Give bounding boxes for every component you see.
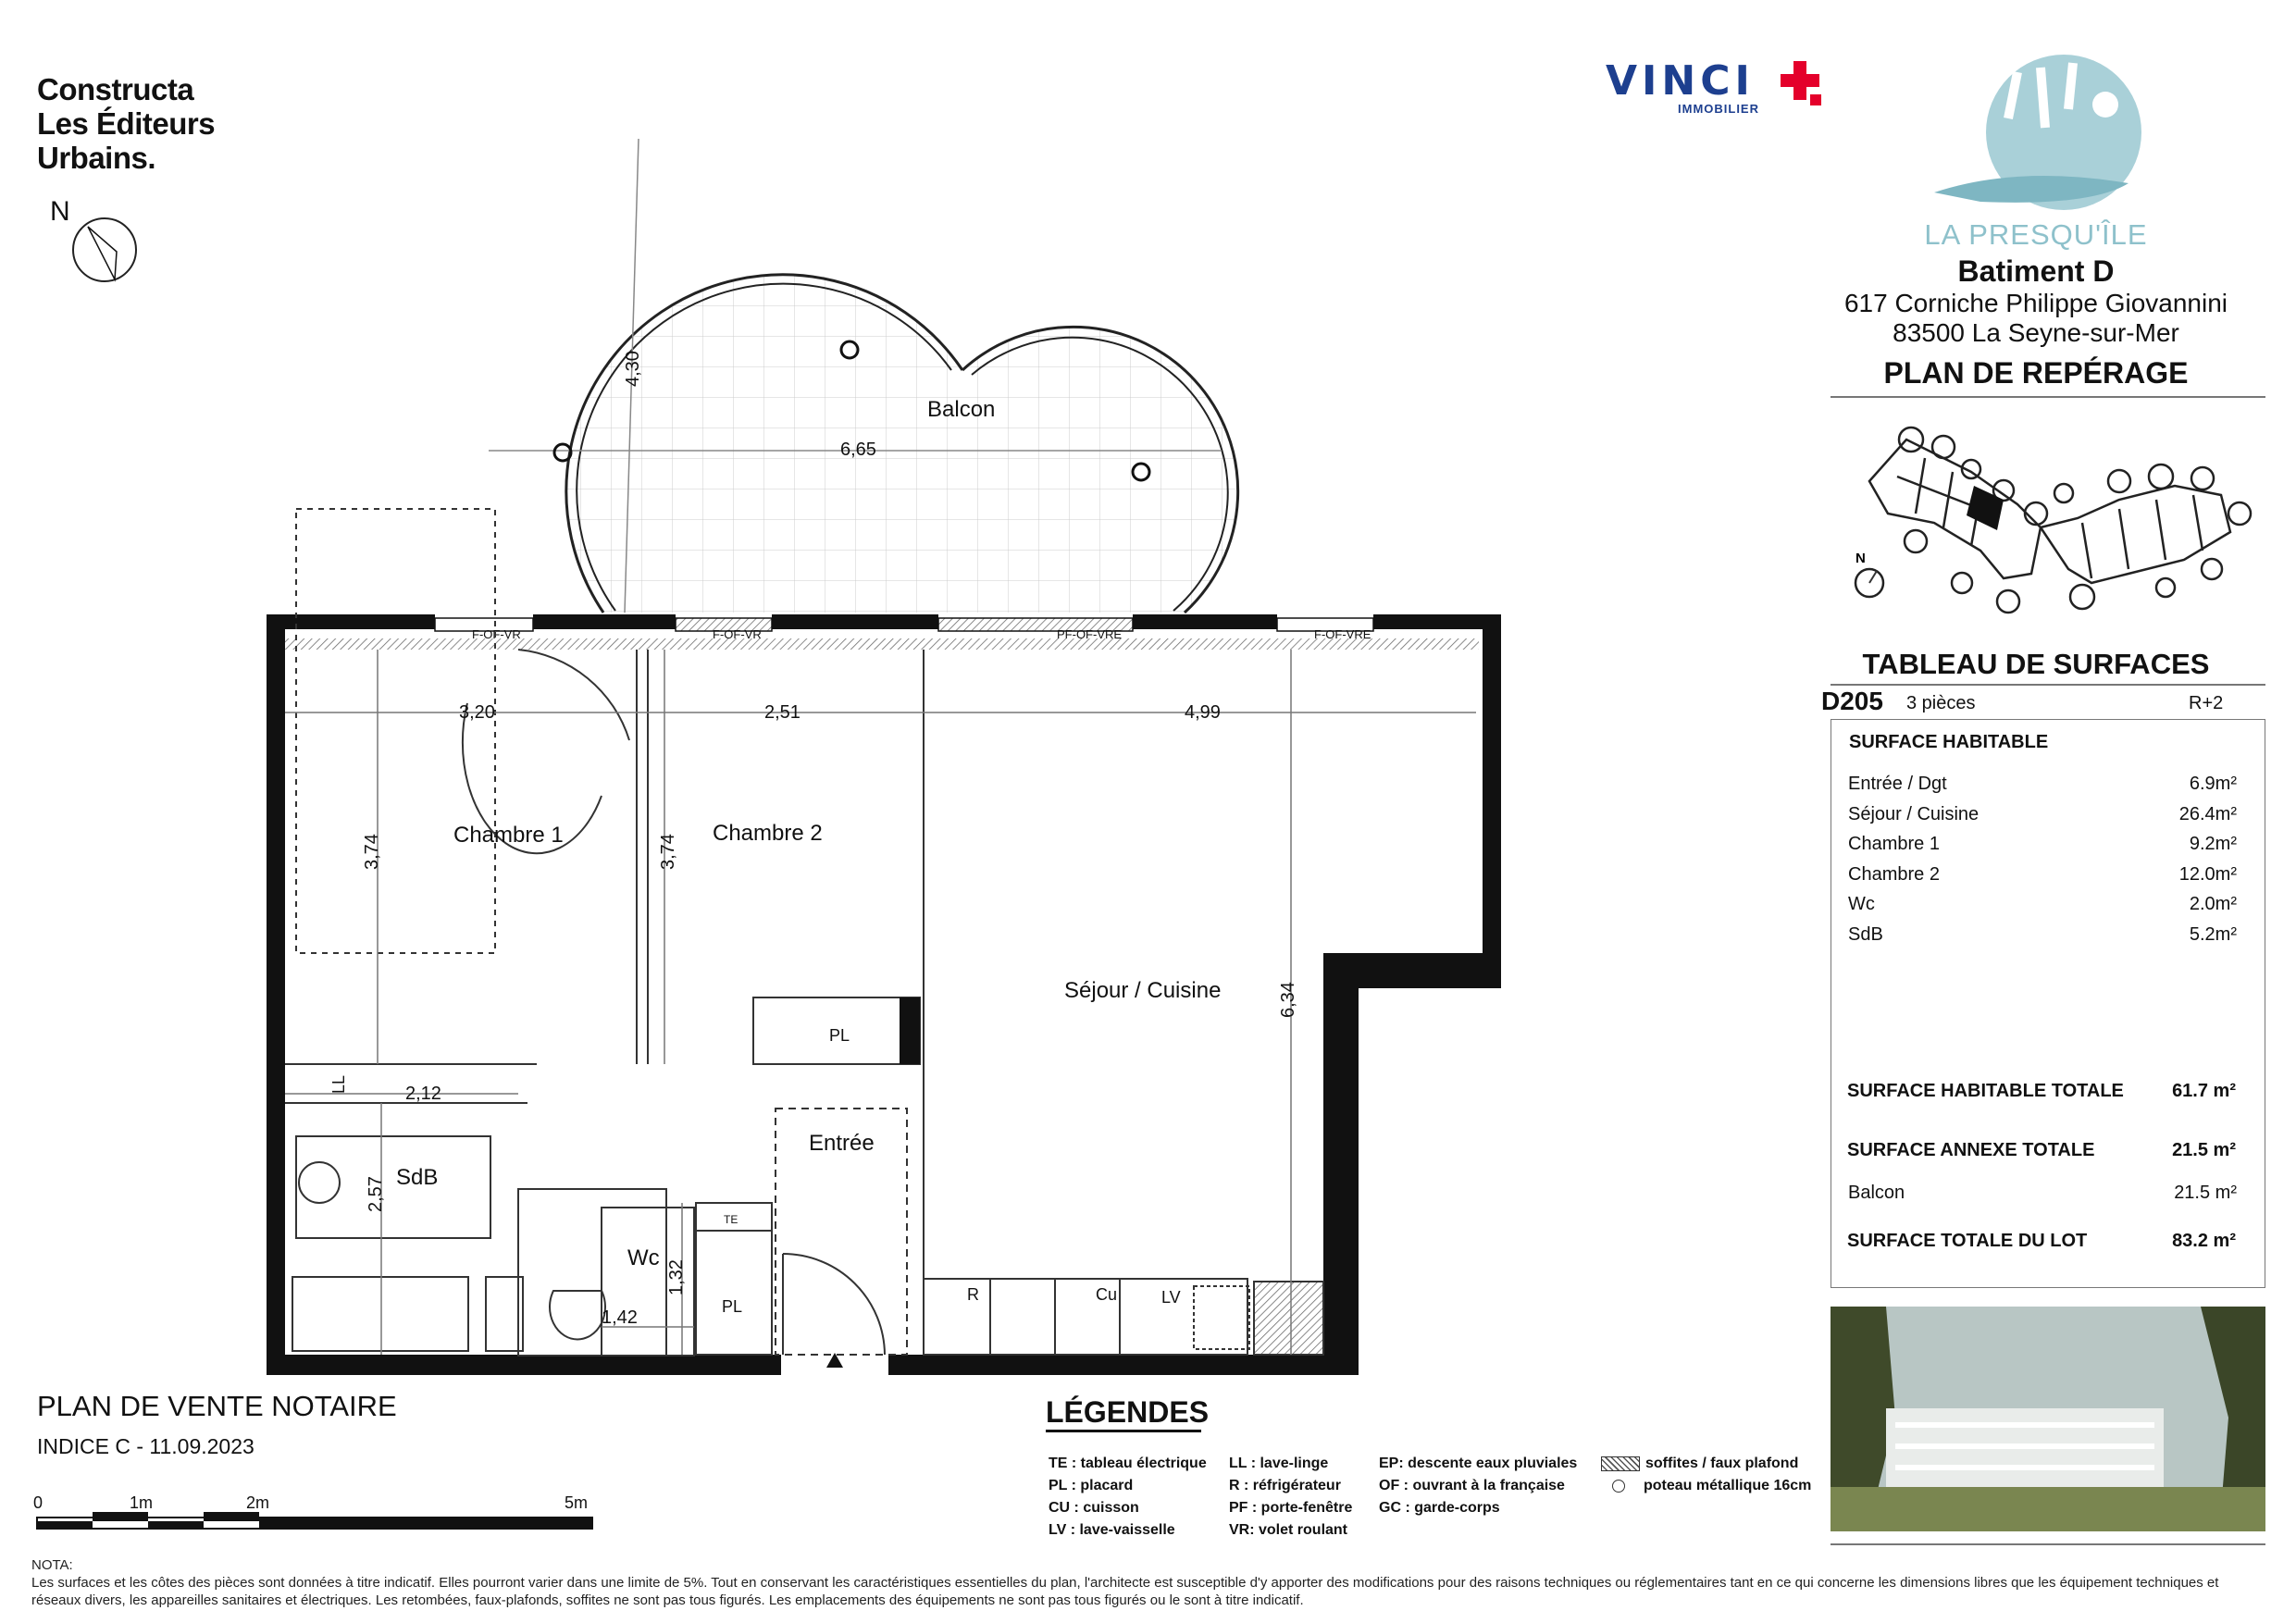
dim-c1-width: 3,20 xyxy=(459,702,495,723)
key-plan-north: N xyxy=(1855,551,1866,566)
column-circle-icon xyxy=(1612,1480,1625,1493)
room-chambre-2: Chambre 2 xyxy=(713,821,823,846)
balcony xyxy=(489,139,1238,613)
nota-text: Les surfaces et les côtes des pièces sont données à titre indicatif. Elles pourront varier dans une limite de 5%. Tout en conservant les caractéristiques essentielles du plan, l'architecte est susceptible d'y apporter des modifications pour des raisons techniques ou réglementaires tant en ce qui concerne les dimensions libres que les équipement techniques et réseaux divers, les appareilles sanitaires et électriques. Les retombées, faux-plafonds, soffites ne sont pas tous figurés. Les emplacements des équipements ne sont pas tous figurés ou le sont à titre indicatif. xyxy=(31,1575,2219,1608)
annexe-total-value: 21.5 m² xyxy=(2172,1140,2236,1160)
lot-total-value: 83.2 m² xyxy=(2172,1231,2236,1251)
legend-col-4: soffites / faux plafond poteau métallique 16cm xyxy=(1601,1453,1811,1497)
north-label: N xyxy=(50,196,70,227)
table-row: Entrée / Dgt 6.9m² xyxy=(1848,774,2237,794)
scale-0: 0 xyxy=(33,1493,43,1512)
dim-c2-width: 2,51 xyxy=(764,702,800,723)
label-te: TE xyxy=(724,1213,738,1226)
divider-surfaces-top xyxy=(1831,684,2265,686)
room-wc: Wc xyxy=(627,1245,660,1270)
nota-title: NOTA: xyxy=(31,1557,73,1573)
dim-sdb-width: 2,12 xyxy=(405,1084,441,1104)
lot-total-row xyxy=(1847,1231,2236,1261)
interior-walls xyxy=(285,509,1323,1356)
table-row: SdB 5.2m² xyxy=(1848,923,2237,945)
lot-number: D205 xyxy=(1821,687,1883,715)
logo-line-2: Les Éditeurs xyxy=(37,106,216,141)
plan-indice: INDICE C - 11.09.2023 xyxy=(37,1434,254,1458)
legend-title: LÉGENDES xyxy=(1046,1395,1210,1429)
table-row: Wc 2.0m² xyxy=(1848,894,2237,914)
dim-wc-height: 1,32 xyxy=(666,1259,687,1295)
label-pl-1: PL xyxy=(829,1026,850,1045)
room-balcon: Balcon xyxy=(927,397,996,422)
habitable-total-value: 61.7 m² xyxy=(2172,1081,2236,1101)
address-line-1: 617 Corniche Philippe Giovannini xyxy=(1843,289,2228,317)
legend-underline xyxy=(1046,1430,1201,1432)
dim-sdb-height: 2,57 xyxy=(366,1176,386,1212)
label-cu: Cu xyxy=(1096,1285,1118,1304)
svg-text:F-OF-VRE: F-OF-VRE xyxy=(1314,627,1371,641)
scale-2m: 2m xyxy=(246,1493,270,1512)
label-lv: LV xyxy=(1161,1288,1181,1307)
dim-sejour-height: 6,34 xyxy=(1278,982,1298,1018)
lot-total-label: SURFACE TOTALE DU LOT xyxy=(1847,1231,2088,1251)
table-row: Séjour / Cuisine 26.4m² xyxy=(1848,803,2237,824)
dim-c1-height: 3,74 xyxy=(362,834,382,870)
building-render-image xyxy=(1831,1307,2265,1531)
legend-col-3: EP: descente eaux pluviales OF : ouvrant à la française GC : garde-corps xyxy=(1379,1456,1578,1516)
lot-level: R+2 xyxy=(2189,693,2224,713)
rooms-table xyxy=(1848,774,2237,954)
plan-title: PLAN DE VENTE NOTAIRE xyxy=(37,1390,397,1422)
room-chambre-1: Chambre 1 xyxy=(453,823,564,848)
north-arrow-icon xyxy=(73,218,136,281)
window-3 xyxy=(938,618,1133,641)
vinci-sub: IMMOBILIER xyxy=(1678,102,1759,116)
nota xyxy=(31,1556,2271,1609)
label-r: R xyxy=(967,1285,979,1304)
dim-sejour-width: 4,99 xyxy=(1185,702,1221,723)
dim-wc-width: 1,42 xyxy=(602,1307,638,1328)
logo-line-3: Urbains. xyxy=(37,141,156,175)
svg-text:PF-OF-VRE: PF-OF-VRE xyxy=(1057,627,1123,641)
project-address xyxy=(1814,254,2258,348)
dim-c2-height: 3,74 xyxy=(658,834,678,870)
logo-line-1: Constructa xyxy=(37,72,194,106)
room-sdb: SdB xyxy=(396,1165,439,1190)
annexe-total-label: SURFACE ANNEXE TOTALE xyxy=(1847,1140,2095,1160)
soffit-strip xyxy=(285,638,1479,650)
annexe-row-balcon: Balcon 21.5 m² xyxy=(1848,1183,2237,1203)
plan-reperage-title: PLAN DE REPÉRAGE xyxy=(1883,356,2189,390)
label-pl-2: PL xyxy=(722,1297,743,1316)
surfaces-title: TABLEAU DE SURFACES xyxy=(1862,648,2210,680)
scale-1m: 1m xyxy=(130,1493,154,1512)
lot-pieces: 3 pièces xyxy=(1906,693,1976,713)
divider-reperage xyxy=(1831,396,2265,398)
walls xyxy=(267,614,1501,1375)
dim-balcon-height: 4,30 xyxy=(623,351,643,387)
divider-photo-bottom xyxy=(1831,1543,2265,1545)
window-1 xyxy=(435,618,533,641)
address-line-2: 83500 La Seyne-sur-Mer xyxy=(1893,318,2179,347)
vinci-word: VINCI xyxy=(1606,57,1755,105)
key-plan xyxy=(1842,421,2258,620)
table-row: Chambre 1 9.2m² xyxy=(1848,834,2237,854)
room-entree: Entrée xyxy=(809,1131,875,1156)
legend-col-2: LL : lave-linge R : réfrigérateur PF : porte-fenêtre VR: volet roulant xyxy=(1229,1456,1353,1538)
habitable-total-row xyxy=(1847,1081,2236,1111)
table-row: Chambre 2 12.0m² xyxy=(1848,863,2237,885)
habitable-header: SURFACE HABITABLE xyxy=(1849,732,2049,752)
annexe-total-row xyxy=(1847,1140,2236,1171)
dim-balcon-width: 6,65 xyxy=(840,440,876,460)
svg-text:F-OF-VR: F-OF-VR xyxy=(472,627,521,641)
legend-col-1: TE : tableau électrique PL : placard CU : cuisson LV : lave-vaisselle xyxy=(1049,1456,1207,1538)
svg-text:F-OF-VR: F-OF-VR xyxy=(713,627,762,641)
hatch-swatch-icon xyxy=(1601,1456,1640,1471)
label-ll: LL xyxy=(329,1074,348,1094)
window-4 xyxy=(1277,618,1373,641)
scale-bar xyxy=(33,1493,592,1529)
room-sejour: Séjour / Cuisine xyxy=(1064,978,1222,1003)
pl-panel xyxy=(900,997,920,1064)
window-2 xyxy=(676,618,772,641)
scale-5m: 5m xyxy=(565,1493,589,1512)
presquile-logo-icon xyxy=(1906,54,2184,211)
building-name: Batiment D xyxy=(1957,254,2115,288)
habitable-total-label: SURFACE HABITABLE TOTALE xyxy=(1847,1081,2124,1101)
project-name: LA PRESQU'ÎLE xyxy=(1924,218,2148,251)
